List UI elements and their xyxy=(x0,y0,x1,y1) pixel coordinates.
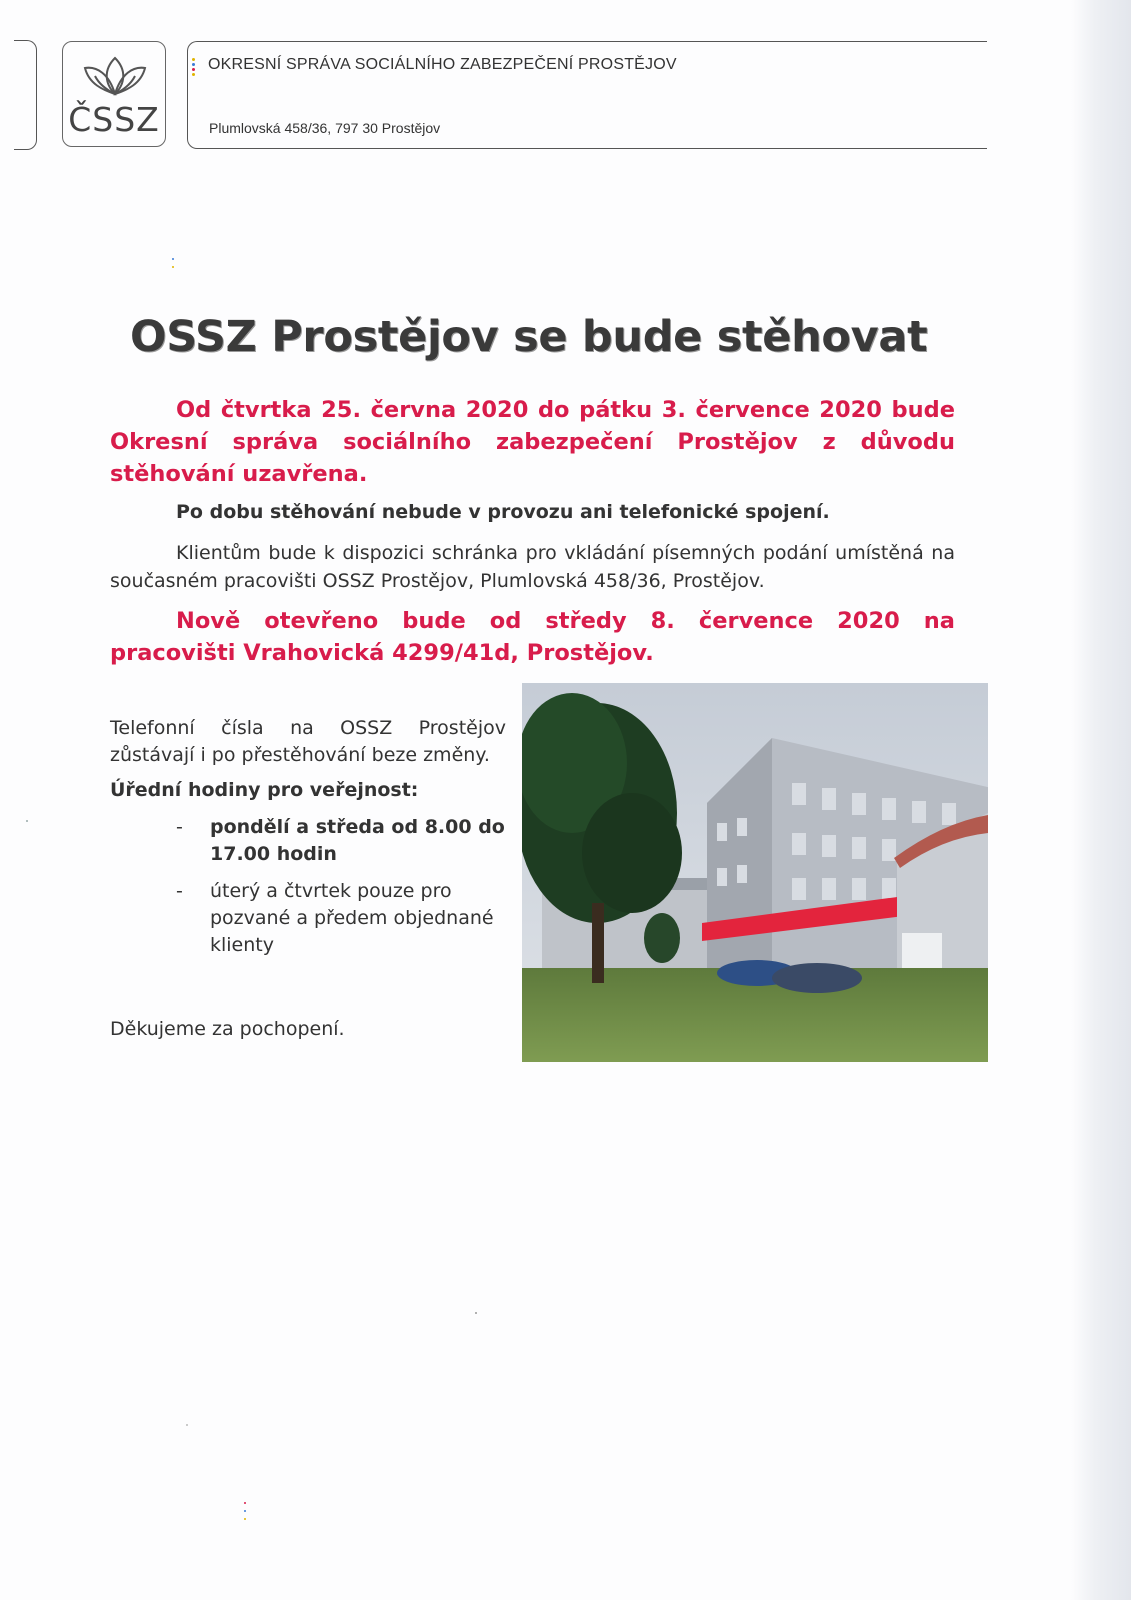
printer-dots xyxy=(192,58,195,78)
scan-speck xyxy=(244,1510,246,1512)
scan-edge-shading xyxy=(1071,0,1131,1600)
page-title: OSSZ Prostějov se bude stěhovat xyxy=(130,312,928,362)
letterhead xyxy=(187,41,987,149)
phone-notice: Po dobu stěhování nebude v provozu ani telefonické spojení. xyxy=(176,501,830,523)
scan-speck xyxy=(244,1502,246,1504)
phones-paragraph: Telefonní čísla na OSSZ Prostějov zůstávají i po přestěhování beze změny. xyxy=(110,717,506,766)
scan-speck xyxy=(475,1312,477,1314)
logo-text: ČSSZ xyxy=(68,100,160,139)
cssz-logo xyxy=(62,41,166,147)
scan-speck xyxy=(26,820,28,822)
scan-speck xyxy=(186,1424,188,1426)
thanks-text: Děkujeme za pochopení. xyxy=(110,1018,345,1040)
building-photo xyxy=(522,683,988,1062)
scan-speck xyxy=(172,266,174,268)
closure-paragraph: Od čtvrtka 25. června 2020 do pátku 3. července 2020 bude Okresní správa sociálního zabezpečení Prostějov z důvodu stěhování uzavřena. xyxy=(110,397,955,487)
flower-logo-icon xyxy=(81,54,149,98)
letterhead-bracket xyxy=(14,40,37,150)
list-item: - úterý a čtvrtek pouze pro pozvané a předem objednané klienty xyxy=(176,880,494,956)
hours-title: Úřední hodiny pro veřejnost: xyxy=(110,779,419,801)
hours-item-text: pondělí a středa od 8.00 do 17.00 hodin xyxy=(210,816,505,865)
mailbox-paragraph: Klientům bude k dispozici schránka pro vkládání písemných podání umístěná na současném pracovišti OSSZ Prostějov, Plumlovská 458/36, Prostějov. xyxy=(110,542,955,592)
scan-speck xyxy=(244,1518,246,1520)
info-column xyxy=(110,715,506,969)
list-item: - pondělí a středa od 8.00 do 17.00 hodin xyxy=(176,816,505,865)
hours-item-text: úterý a čtvrtek pouze pro pozvané a předem objednané klienty xyxy=(210,880,494,956)
hours-list xyxy=(110,814,506,959)
building-photo-illustration xyxy=(522,683,988,1062)
scan-speck xyxy=(172,258,174,260)
reopening-paragraph: Nově otevřeno bude od středy 8. července 2020 na pracovišti Vrahovická 4299/41d, Prostějov. xyxy=(110,608,955,666)
organization-name: OKRESNÍ SPRÁVA SOCIÁLNÍHO ZABEZPEČENÍ PROSTĚJOV xyxy=(208,56,677,73)
organization-address: Plumlovská 458/36, 797 30 Prostějov xyxy=(209,120,441,136)
